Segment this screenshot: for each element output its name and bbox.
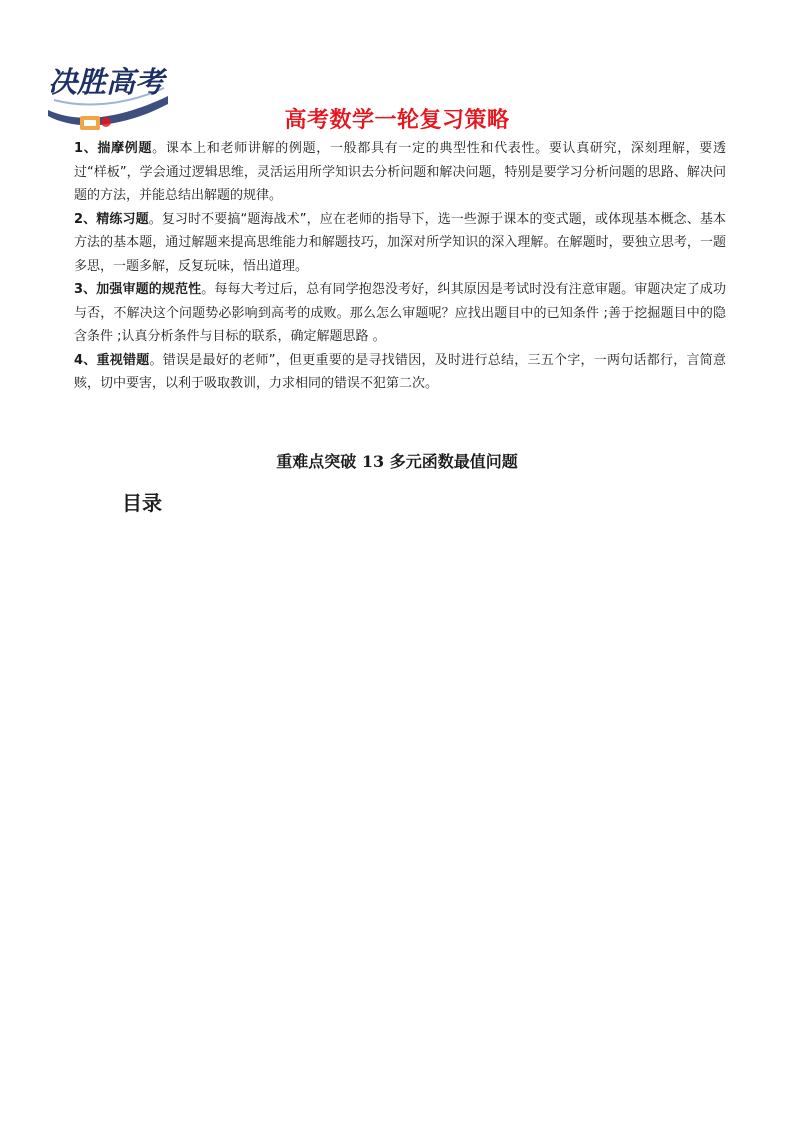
strategy-text: 。错误是最好的老师”，但更重要的是寻找错因，及时进行总结，三五个字，一两句话都行，言简意赅，切中要害，以利于吸取教训，力求相同的错误不犯第二次。 [74, 352, 726, 391]
strategy-text: 。课本上和老师讲解的例题，一般都具有一定的典型性和代表性。要认真研究，深刻理解，要透过“样板”，学会通过逻辑思维，灵活运用所学知识去分析问题和解决问题，特别是要学习分析问题的思路、解决问题的方法，并能总结出解题的规律。 [74, 141, 726, 203]
toc-title: 目录 [122, 491, 162, 515]
strategy-keyword: 3、加强审题的规范性 [74, 282, 202, 297]
strategy-list [74, 137, 726, 396]
strategy-item [74, 349, 726, 396]
strategy-item [74, 208, 726, 279]
strategy-keyword: 4、重视错题 [74, 352, 150, 368]
logo-text: 决胜高考 [48, 65, 165, 99]
strategy-item [74, 137, 726, 208]
strategy-keyword: 2、精练习题 [74, 211, 149, 227]
page-title: 高考数学一轮复习策略 [284, 108, 510, 133]
section-title: 重难点突破 13 多元函数最值问题 [276, 452, 518, 471]
strategy-item [74, 278, 726, 349]
strategy-keyword: 1、揣摩例题 [74, 141, 153, 156]
strategy-text: 。每每大考过后，总有同学抱怨没考好，纠其原因是考试时没有注意审题。审题决定了成功与否，不解决这个问题势必影响到高考的成败。那么怎么审题呢？应找出题目中的已知条件 ;善于挖掘题目中的隐含条件 ;认真分析条件与目标的联系，确定解题思路 。 [74, 282, 726, 344]
strategy-text: 。复习时不要搞“题海战术”，应在老师的指导下，选一些源于课本的变式题，或体现基本概念、基本方法的基本题，通过解题来提高思维能力和解题技巧，加深对所学知识的深入理解。在解题时，要独立思考，一题多思，一题多解，反复玩味，悟出道理。 [74, 211, 726, 274]
